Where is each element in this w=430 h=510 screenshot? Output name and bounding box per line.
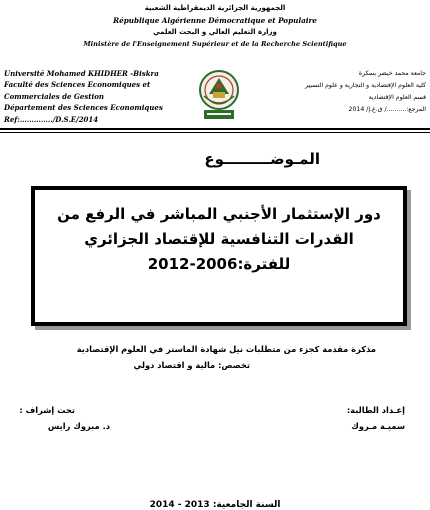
faculty-line-2: Commerciales de Gestion — [4, 91, 104, 101]
supervisor-name: د. مبروك رايس — [47, 421, 110, 431]
academic-year: السنة الجامعية: 2013 - 2014 — [149, 500, 281, 510]
university-name: Université Mohamed KHIDHER -Biskra — [4, 69, 159, 78]
faculty-ar: كلية العلوم الإقتصادية و التجارية و علوم التسيير — [305, 82, 426, 89]
supervisor-label: تحت إشراف : — [19, 405, 75, 415]
thesis-title-box — [31, 186, 407, 326]
university-seal-icon — [198, 66, 240, 122]
student-label: إعـداد الطالبة: — [346, 405, 405, 415]
thesis-title — [35, 190, 403, 277]
header-ar-ministry: وزارة التعليم العالي و البحث العلمي — [153, 28, 277, 36]
reference-ar: المرجع:........../ ق.ع.إ/ 2014 — [348, 106, 426, 113]
university-name-ar: جامعة محمد خيضر بسكرة — [358, 70, 426, 77]
student-name: سميـة مـروك — [351, 421, 405, 431]
university-info-fr — [4, 68, 179, 125]
header-divider-thin — [0, 132, 430, 133]
university-info-ar — [256, 68, 426, 116]
header-divider — [0, 128, 430, 130]
department-ar: قسم العلوم الإقتصادية — [368, 94, 426, 101]
department-name: Département des Sciences Economiques — [4, 103, 163, 113]
specialization: تخصص: مالية و اقتصاد دولي — [133, 360, 250, 370]
thesis-title-line-3: للفترة:2006-2012 — [147, 255, 291, 273]
thesis-title-line-2: القدرات التنافسية للإقتصاد الجزائري — [84, 230, 354, 248]
subject-heading: المـوضـــــــــوع — [204, 150, 320, 168]
reference-fr: Ref:…………../D.S.E/2014 — [4, 114, 99, 124]
header-fr-republic: République Algérienne Démocratique et Populaire — [113, 16, 317, 25]
thesis-title-line-1: دور الإستثمار الأجنبي المباشر في الرفع من — [57, 205, 381, 223]
faculty-line-1: Faculté des Sciences Economiques et — [4, 80, 151, 90]
memo-description: مذكرة مقدمة كجزء من متطلبات نيل شهادة الماستر في العلوم الإقتصادية — [76, 344, 376, 354]
header-fr-ministry: Ministère de l'Enseignement Supérieur et de la Recherche Scientifique — [83, 40, 347, 48]
header-ar-republic: الجمهورية الجزائرية الديمقراطية الشعبية — [144, 4, 286, 12]
